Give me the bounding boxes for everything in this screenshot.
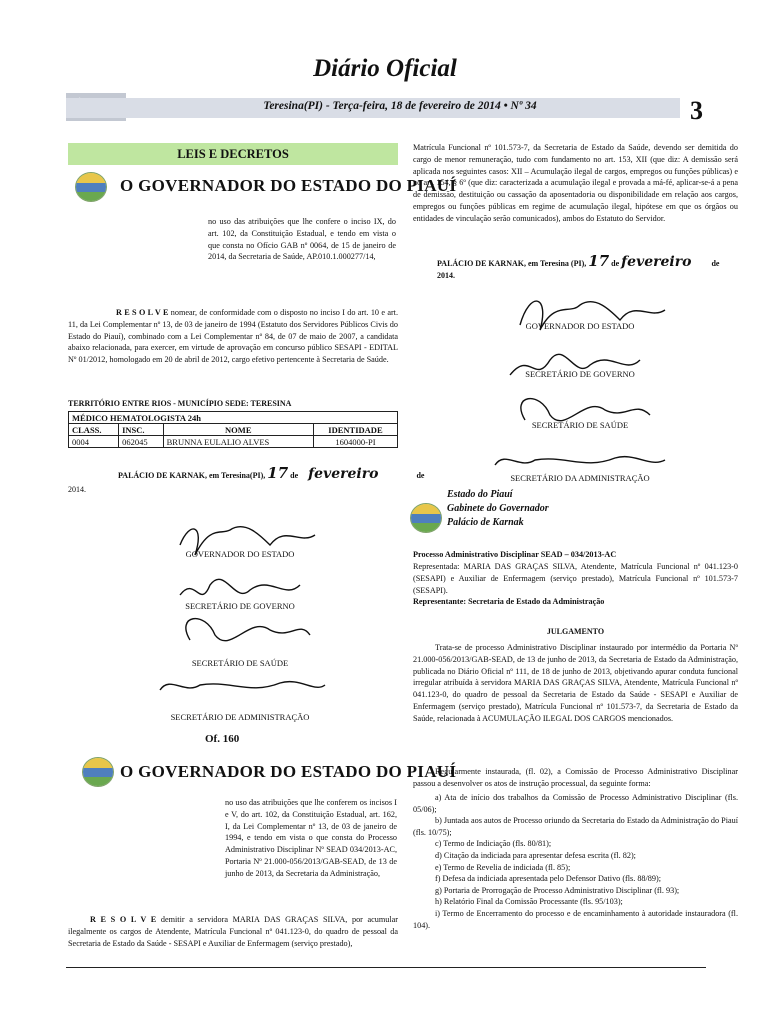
resolve-word: R E S O L V E [116, 308, 169, 317]
instruction-list [413, 792, 738, 931]
palace-de: de [290, 471, 299, 480]
table-cell: 1604000-PI [313, 436, 397, 448]
resolve-paragraph [68, 307, 398, 366]
palace-dateline [118, 464, 425, 482]
table-header: INSC. [119, 424, 164, 436]
representative-line: Representante: Secretaria de Estado da Administração [413, 597, 605, 606]
signature-label: GOVERNADOR DO ESTADO [525, 321, 635, 331]
list-item: b) Juntada aos autos de Processo oriundo da Secretaria do Estado da Administração do Piauí (fls. 10/75); [413, 816, 738, 837]
signature-label: GOVERNADOR DO ESTADO [185, 549, 295, 559]
resolve-text: nomear, de conformidade com o disposto no inciso I do art. 10 e art. 11, da Lei Complementar nº 13, de 03 de janeiro de 1994 (Estatuto dos Servidores Públicos Civis do Estado do Piauí), combinado com a Lei Complementar nº 84, de 07 de maio de 2007, a candidata abaixo relacionada, para exercer, em virtude de aprovação em concurso público SESAPI - EDITAL Nº 01/2012, homologado em 20 de abril de 2012, cargo efetivo pertencente à Secretaria de Saúde. [68, 308, 399, 365]
table-cell: BRUNNA EULALIO ALVES [163, 436, 313, 448]
signature-label: SECRETÁRIO DA ADMINISTRAÇÃO [510, 473, 650, 483]
palace-name: Palácio de Karnak [447, 517, 524, 528]
process-title: Processo Administrativo Disciplinar SEAD – 034/2013-AC [413, 550, 617, 559]
secretary-health-signature [521, 399, 650, 421]
list-item: g) Portaria de Prorrogação de Processo Administrativo Disciplinar (fl. 93); [435, 885, 680, 895]
state-name: Estado do Piauí [447, 489, 513, 500]
governor-title: O GOVERNADOR DO ESTADO DO PIAUÍ [120, 762, 457, 781]
secretary-administration-signature [160, 682, 325, 690]
secretary-government-signature [180, 579, 300, 595]
governor-title: O GOVERNADOR DO ESTADO DO PIAUÍ [120, 176, 457, 195]
table-cell: 0004 [69, 436, 119, 448]
intro-paragraph: no uso das atribuições que lhe conferem os incisos I e V, do art. 102, da Constituição Estadual, art. 162, I, da Lei Complementar nº 13, de 03 de janeiro de 1994, e tendo em vista o que consta do Processo Administrativo Disciplinar Nº SEAD 034/2013-AC, Portaria Nº 21.000-056/2013/GAB-SEAD, de 13 de junho de 2013, da Secretaria da Administração, [225, 798, 397, 878]
signature-label: SECRETÁRIO DE SAÚDE [531, 420, 629, 430]
state-seal-icon [82, 757, 114, 787]
table-header: CLASS. [69, 424, 119, 436]
state-seal-icon [75, 172, 107, 202]
handwritten-month: fevereiro [308, 466, 379, 482]
list-item: d) Citação da indiciada para apresentar defesa escrita (fl. 82); [435, 850, 636, 860]
territory-line: TERRITÓRIO ENTRE RIOS - MUNICÍPIO SEDE: TERESINA [68, 399, 292, 408]
resolve-text: demitir a servidora MARIA DAS GRAÇAS SILVA, por acumular ilegalmente os cargos de Atendente, Matrícula Funcional nº 041.123-0, do quadro de pessoal da Secretaria de Estado da Saúde - SESAPI e Auxiliar de Enfermagem (serviço prestado), [68, 915, 398, 948]
masthead-title: Diário Oficial [313, 55, 457, 82]
palace-year: de 2014. [437, 259, 720, 280]
palace-de: de [611, 259, 620, 268]
palace-text: PALÁCIO DE KARNAK, em Teresina(PI), [118, 471, 266, 480]
secretary-administration-signature [495, 457, 665, 465]
signature-label: SECRETÁRIO DE ADMINISTRAÇÃO [170, 712, 310, 722]
office-number: Of. 160 [205, 733, 240, 745]
secretary-health-signature [186, 619, 310, 641]
palace-year: 2014. [68, 485, 86, 494]
palace-dateline [437, 252, 737, 281]
palace-de2: de [416, 471, 425, 480]
table-header: NOME [163, 424, 313, 436]
list-item: h) Relatório Final da Comissão Processante (fls. 95/103); [435, 897, 623, 907]
judgment-title: JULGAMENTO [546, 627, 605, 636]
palace-text: PALÁCIO DE KARNAK, em Teresina (PI), [437, 259, 587, 268]
resolve-paragraph [68, 914, 398, 949]
handwritten-day: 17 [267, 464, 289, 482]
handwritten-month: fevereiro [621, 254, 692, 270]
list-item: i) Termo de Encerramento do processo e de encaminhamento à autoridade instauradora (fl. 104). [413, 908, 738, 930]
list-item: e) Termo de Revelia de indiciada (fl. 85); [435, 862, 571, 872]
state-block [447, 488, 549, 530]
state-seal-icon [410, 503, 442, 533]
table-role: MÉDICO HEMATOLOGISTA 24h [69, 412, 398, 424]
list-item: c) Termo de Indiciação (fls. 80/81); [435, 839, 552, 849]
signature-label: SECRETÁRIO DE GOVERNO [185, 601, 295, 611]
handwritten-day: 17 [588, 252, 610, 270]
section-title: LEIS E DECRETOS [68, 143, 398, 165]
judgment-paragraph: Trata-se de processo Administrativo Disciplinar instaurado por intermédio da Portaria Nº 21.000-056/2013/GAB-SEAD, de 13 de junho de 2013, da Secretaria de Estado da Administração, publicada no Diário Oficial nº 111, de 18 de junho de 2013, objetivando apurar conduta funcional irregular atribuída à servidora MARIA DAS GRAÇAS SILVA, Atendente, Matrícula Funcional nº 041.123-0, do quadro de pessoal da Secretaria de Estado da Saúde - SESAPI e Auxiliar de Enfermagem (serviço prestado), Matrícula Funcional nº 101.573-7, da Secretaria de Estado da Saúde, relacionada à ACUMULAÇÃO ILEGAL DOS CARGOS mencionados. [413, 643, 738, 723]
table-cell: 062045 [119, 436, 164, 448]
intro-paragraph: no uso das atribuições que lhe confere o inciso IX, do art. 102, da Constituição Estadual, e tendo em vista o que consta no Ofício GAB nº 0064, de 15 de janeiro de 2014, da Secretaria de Saúde, AP.010.1.000277/14, [208, 217, 396, 262]
list-item: f) Defesa da indiciada apresentada pelo Defensor Dativo (fls. 88/89); [435, 874, 661, 884]
table-row [69, 436, 398, 448]
table-header: IDENTIDADE [313, 424, 397, 436]
office-name: Gabinete do Governador [447, 503, 549, 514]
footer-rule [66, 967, 706, 968]
signature-label: SECRETÁRIO DE SAÚDE [191, 658, 289, 668]
nomination-table [68, 411, 398, 448]
signature-label: SECRETÁRIO DE GOVERNO [525, 369, 635, 379]
dateline: Teresina(PI) - Terça-feira, 18 de fevereiro de 2014 • Nº 34 [263, 100, 537, 112]
resolve-word: R E S O L V E [90, 915, 157, 924]
list-item: a) Ata de início dos trabalhos da Comissão de Processo Administrativo Disciplinar (fls. 05/06); [413, 793, 738, 814]
signature-block [480, 285, 710, 490]
represented-paragraph: Representada: MARIA DAS GRAÇAS SILVA, Atendente, Matrícula Funcional nº 041.123-0 (SESAPI) e Auxiliar de Enfermagem (serviço prestado), Matrícula Funcional nº 101.573-7 (SESAPI). [413, 562, 738, 595]
judgment-paragraph: Regularmente instaurada, (fl. 02), a Comissão de Processo Administrativo Disciplinar passou a desenvolver os atos de instrução processual, da seguinte forma: [413, 767, 738, 788]
signature-block [150, 515, 370, 725]
continuation-paragraph: Matrícula Funcional nº 101.573-7, da Secretaria de Estado da Saúde, devendo ser demitida do cargo de menor remuneração, tudo com fundamento no art. 153, XII (que diz: A demissão será aplicada nos seguintes casos: XII – Acumulação ilegal de cargos, empregos ou funções públicas) e no art. 154, § 6º (que diz: caracterizada a acumulação ilegal e provada a má-fé, aplicar-se-á a pena de demissão, destituição ou cassação da aposentadoria ou disponibilidade em relação aos cargos, empregos ou funções públicas em regime de acumulação ilegal, hipótese em que os órgãos ou entidades de vinculação serão comunicados), ambos do Estatuto do Servidor. [413, 143, 738, 223]
page-number: 3 [690, 96, 703, 125]
